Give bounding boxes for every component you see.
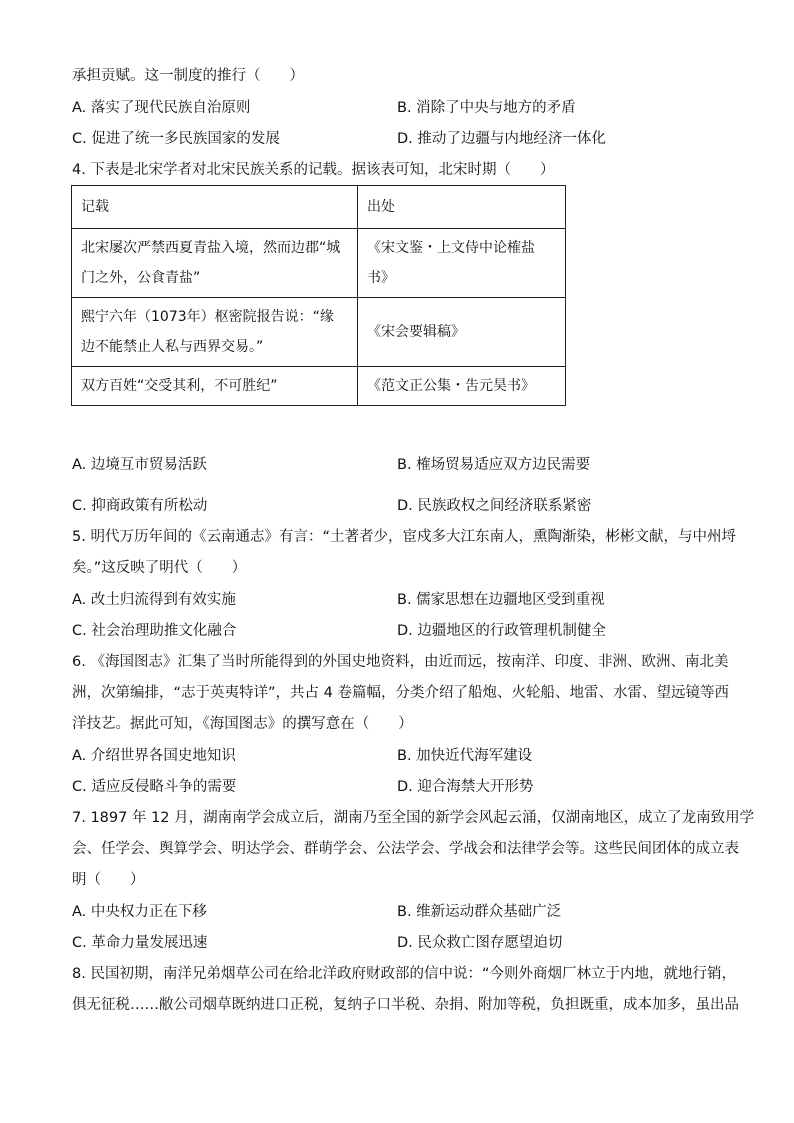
table-row [72,298,566,367]
q7-stem-line: 7. 1897 年 12 月，湖南南学会成立后，湖南乃至全国的新学会风起云涌，仅湖南地区，成立了龙南致用学 [72,810,755,826]
record-cell [72,229,358,298]
q6-option-c: C. 适应反侵略斗争的需要 [72,779,237,795]
q3-stem-tail: 承担贡赋。这一制度的推行（ ） [72,68,304,84]
q7-option-c: C. 革命力量发展迅速 [72,935,208,951]
q6-stem-line: 洲，次第编排，“志于英夷特详”，共占 4 卷篇幅，分类介绍了船炮、火轮船、地雷、水雷、望远镜等西 [72,685,729,701]
q7-stem-line: 明（ ） [72,872,145,888]
q7-option-d: D. 民众救亡图存愿望迫切 [397,935,563,951]
q3-option-c: C. 促进了统一多民族国家的发展 [72,131,280,147]
source-cell [358,298,566,367]
q5-option-a: A. 改土归流得到有效实施 [72,592,236,608]
q4-option-a: A. 边境互市贸易活跃 [72,457,207,473]
table-row [72,367,566,406]
q6-stem-line: 6. 《海国图志》汇集了当时所能得到的外国史地资料，由近而远，按南洋、印度、非洲、欧洲、南北美 [72,654,729,670]
q3-option-a: A. 落实了现代民族自治原则 [72,100,251,116]
q4-option-c: C. 抑商政策有所松动 [72,498,208,514]
q5-stem-line: 矣。”这反映了明代（ ） [72,560,247,576]
source-line: 书》 [367,270,395,286]
q4-record-table [71,185,566,406]
q5-stem-line: 5. 明代万历年间的《云南通志》有言：“土著者少，宦戍多大江东南人，熏陶渐染，彬彬文献，与中州埒 [72,529,736,545]
record-line: 熙宁六年（1073年）枢密院报告说：“缘 [81,309,334,325]
table-row [72,229,566,298]
source-line: 《宋会要辑稿》 [367,324,465,340]
record-line: 边不能禁止人私与西界交易。” [81,339,264,355]
record-line: 双方百姓“交受其利，不可胜纪” [81,378,278,394]
q7-stem-line: 会、任学会、舆算学会、明达学会、群萌学会、公法学会、学战会和法律学会等。这些民间团体的成立表 [72,841,739,857]
q5-option-d: D. 边疆地区的行政管理机制健全 [397,623,606,639]
q7-option-b: B. 维新运动群众基础广泛 [397,904,562,920]
record-cell [72,367,358,406]
source-line: 《范文正公集・吿元昊书》 [367,378,535,394]
q7-option-a: A. 中央权力正在下移 [72,904,207,920]
q3-option-d: D. 推动了边疆与内地经济一体化 [397,131,606,147]
header-record: 记载 [72,186,358,229]
q6-option-d: D. 迎合海禁大开形势 [397,779,534,795]
q4-option-d: D. 民族政权之间经济联系紧密 [397,498,592,514]
source-cell [358,229,566,298]
q5-option-b: B. 儒家思想在边疆地区受到重视 [397,592,605,608]
q8-stem-line: 俱无征税……敝公司烟草既纳进口正税，复纳子口半税、杂捐、附加等税，负担既重，成本加多，虽出品 [72,997,739,1013]
q4-option-b: B. 榷场贸易适应双方边民需要 [397,457,591,473]
source-line: 《宋文鉴・上文侍中论榷盐 [367,240,535,256]
q3-option-b: B. 消除了中央与地方的矛盾 [397,100,576,116]
record-line: 北宋屡次严禁西夏青盐入境，然而边郡“城 [81,240,341,256]
record-line: 门之外，公食青盐” [81,270,201,286]
q5-option-c: C. 社会治理助推文化融合 [72,623,237,639]
q6-option-a: A. 介绍世界各国史地知识 [72,748,236,764]
q4-stem: 4. 下表是北宋学者对北宋民族关系的记载。据该表可知，北宋时期（ ） [72,162,555,178]
header-source: 出处 [358,186,566,229]
source-cell [358,367,566,406]
q8-stem-line: 8. 民国初期，南洋兄弟烟草公司在给北洋政府财政部的信中说：“今则外商烟厂林立于内地，就地行销， [72,966,736,982]
q6-stem-line: 洋技艺。据此可知，《海国图志》的撰写意在（ ） [72,716,413,732]
record-cell [72,298,358,367]
table-header-row [72,186,566,229]
q6-option-b: B. 加快近代海军建设 [397,748,533,764]
